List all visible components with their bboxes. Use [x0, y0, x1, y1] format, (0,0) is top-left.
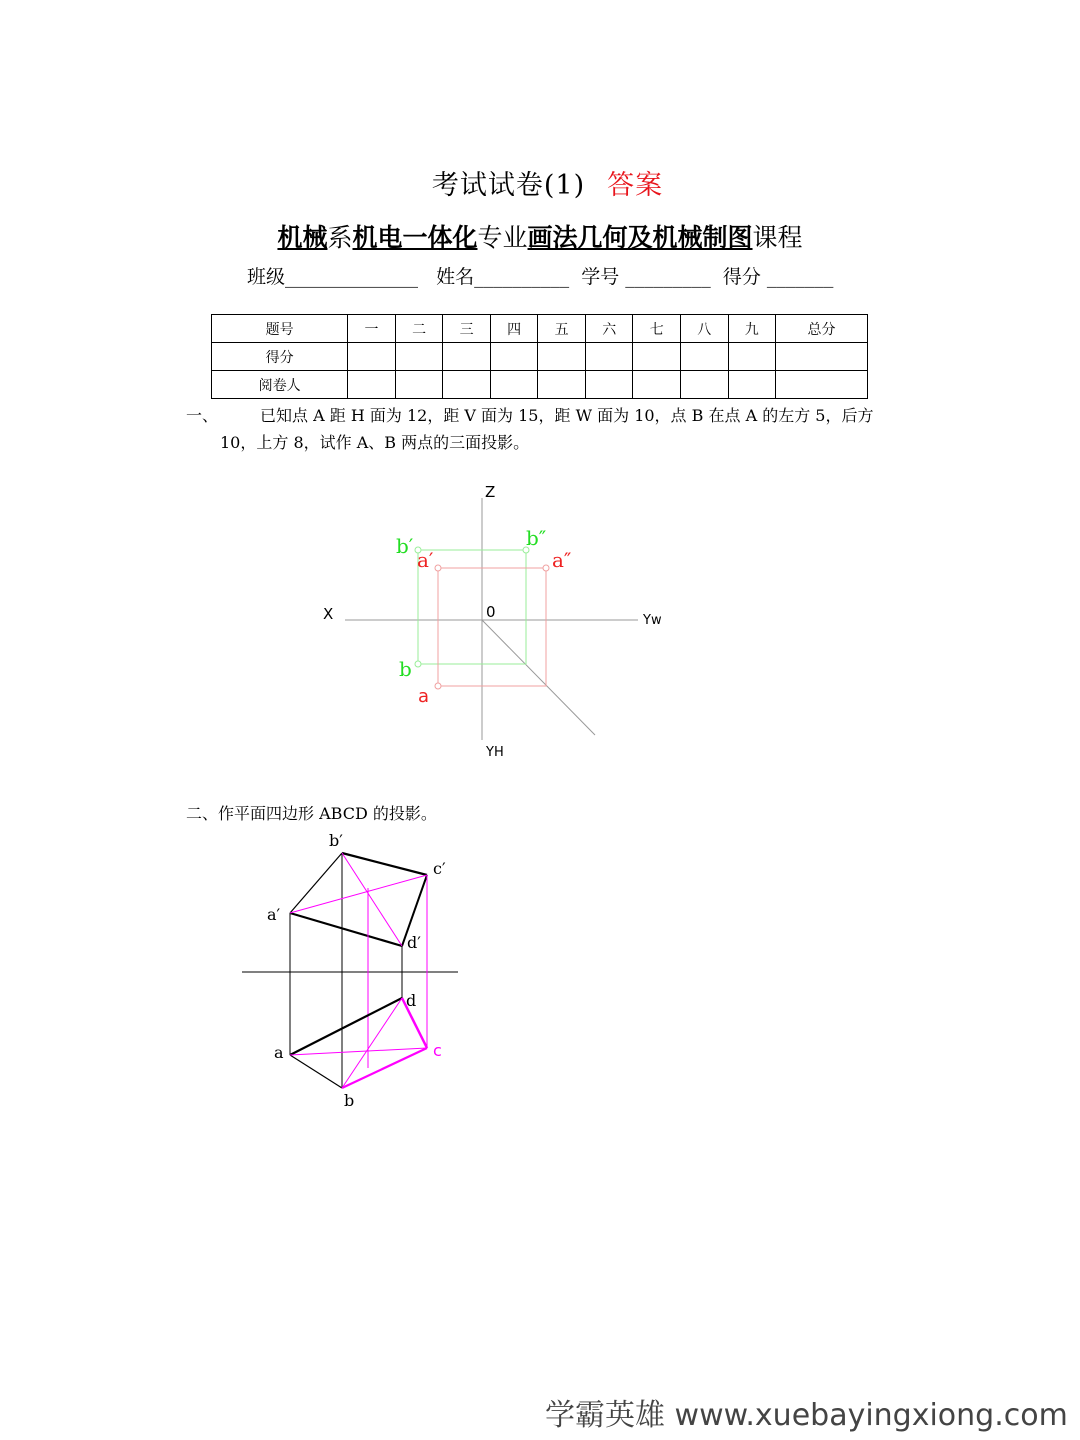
course-dept: 机械 — [277, 223, 328, 252]
score-cell[interactable] — [538, 343, 586, 371]
score-cell[interactable] — [680, 343, 728, 371]
label-a-prime: a′ — [267, 905, 281, 924]
label-d-prime: d′ — [407, 933, 421, 952]
score-cell[interactable] — [633, 343, 681, 371]
a-point — [435, 683, 441, 689]
edge-ab-top — [290, 1055, 342, 1088]
question-1-text: 已知点 A 距 H 面为 12，距 V 面为 15，距 W 面为 10，点 B 在点 A 的左方 5，后方 — [260, 406, 874, 425]
header-cell: 题号 — [212, 315, 348, 343]
score-cell[interactable] — [348, 343, 396, 371]
score-cell[interactable] — [395, 343, 443, 371]
course-name: 画法几何及机械制图 — [527, 223, 753, 252]
a-double-prime-point — [543, 565, 549, 571]
question-1 — [186, 402, 873, 456]
header-cell: 一 — [348, 315, 396, 343]
label-d: d — [406, 991, 417, 1010]
header-cell: 八 — [680, 315, 728, 343]
question-1-number: 一、 — [186, 406, 219, 425]
score-cell[interactable] — [490, 343, 538, 371]
grader-cell[interactable] — [348, 371, 396, 399]
a-prime-point — [435, 565, 441, 571]
axis-yw-label: Yw — [643, 613, 662, 628]
b-projection-lines-top — [418, 550, 526, 610]
axis-yh-label: YH — [486, 745, 504, 760]
course-xi: 系 — [327, 223, 353, 252]
diag-ac-top — [290, 1048, 427, 1055]
exam-title — [0, 163, 1080, 202]
header-cell: 四 — [490, 315, 538, 343]
course-line — [0, 218, 1080, 254]
diagonal-45-line — [482, 620, 595, 735]
grader-cell[interactable] — [395, 371, 443, 399]
question-2: 二、作平面四边形 ABCD 的投影。 — [186, 804, 437, 823]
grader-cell[interactable] — [776, 371, 868, 399]
header-cell: 二 — [395, 315, 443, 343]
grader-cell[interactable] — [585, 371, 633, 399]
course-kecheng: 课程 — [752, 223, 803, 252]
header-cell: 九 — [728, 315, 776, 343]
label-b: b — [399, 657, 412, 681]
question-1-line1 — [186, 402, 873, 429]
course-major: 机电一体化 — [352, 223, 478, 252]
label-b-double-prime: b″ — [526, 526, 547, 550]
header-cell: 六 — [585, 315, 633, 343]
grader-cell[interactable] — [728, 371, 776, 399]
grader-row — [212, 371, 868, 399]
score-cell[interactable] — [776, 343, 868, 371]
score-cell[interactable] — [728, 343, 776, 371]
edge-ab-front — [290, 853, 342, 913]
label-c: c — [433, 1041, 442, 1060]
header-cell: 三 — [443, 315, 491, 343]
answer-label: 答案 — [607, 170, 664, 201]
question-1-line2: 10，上方 8，试作 A、B 两点的三面投影。 — [220, 433, 530, 452]
score-header-row — [212, 315, 868, 343]
edge-ad-front — [290, 913, 402, 946]
course-zhuanye: 专业 — [477, 223, 528, 252]
watermark-footer: 学霸英雄 www.xuebayingxiong.com — [545, 1398, 1068, 1433]
header-cell: 五 — [538, 315, 586, 343]
label-a-prime: a′ — [417, 548, 434, 572]
diag-ac-front — [290, 875, 427, 913]
score-cell[interactable] — [443, 343, 491, 371]
label-b-prime: b′ — [329, 831, 343, 850]
q2-quadrilateral-figure — [230, 820, 480, 1120]
score-cell[interactable] — [585, 343, 633, 371]
row-label: 阅卷人 — [212, 371, 348, 399]
title-text: 考试试卷(1) — [431, 170, 586, 201]
b-point — [415, 661, 421, 667]
score-table — [211, 314, 868, 399]
axis-z-label: Z — [485, 483, 496, 501]
grader-cell[interactable] — [633, 371, 681, 399]
header-cell: 总分 — [776, 315, 868, 343]
grader-cell[interactable] — [538, 371, 586, 399]
label-a-double-prime: a″ — [552, 548, 572, 572]
grader-cell[interactable] — [680, 371, 728, 399]
label-c-prime: c′ — [433, 859, 446, 878]
origin-label: 0 — [486, 603, 496, 621]
label-b: b — [344, 1091, 355, 1110]
label-a: a — [418, 686, 430, 707]
grader-cell[interactable] — [443, 371, 491, 399]
student-info-line: 班级______________ 姓名__________ 学号 _________ 得分 _______ — [247, 266, 834, 288]
edge-bc-front — [342, 853, 427, 875]
header-cell: 七 — [633, 315, 681, 343]
score-row — [212, 343, 868, 371]
label-a: a — [274, 1043, 284, 1062]
edge-ad-top — [290, 998, 402, 1055]
row-label: 得分 — [212, 343, 348, 371]
q1-projection-figure — [300, 470, 700, 770]
grader-cell[interactable] — [490, 371, 538, 399]
axis-x-label: X — [323, 605, 334, 623]
label-b-prime: b′ — [396, 534, 414, 558]
